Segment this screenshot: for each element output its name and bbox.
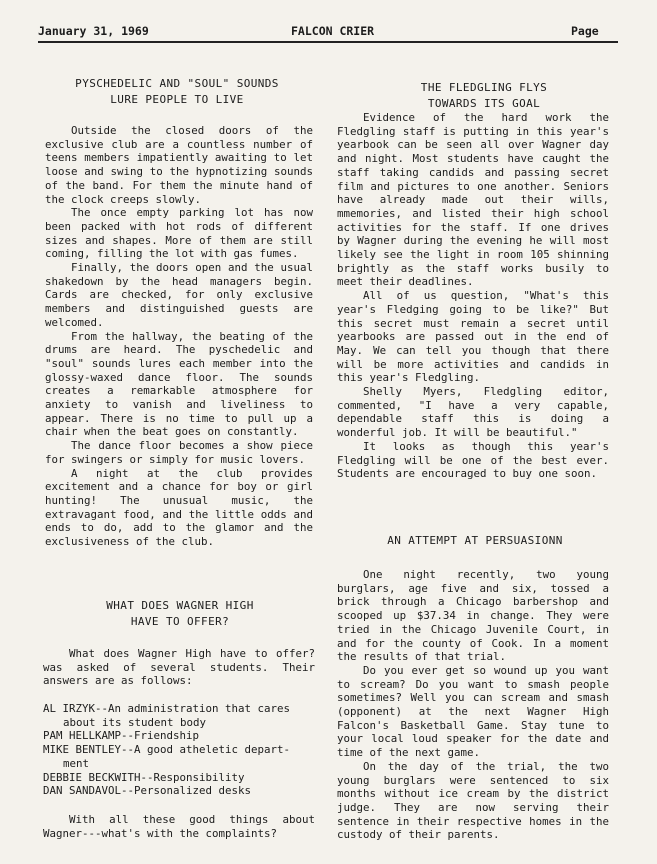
wagner-responses bbox=[43, 702, 318, 798]
student-answer: Personalized desks bbox=[134, 784, 252, 798]
student-answer: An administration that cares bbox=[108, 702, 291, 715]
header-rule bbox=[38, 41, 618, 43]
student-name: AL IRZYK bbox=[43, 702, 96, 715]
paragraph: Evidence of the hard work the Fledgling staff is putting in this year's yearbook can be seen all over Wagner day and night. Most students have caught the staff taking candids and passing secret film and pictures to one another. Seniors have already made out their wills, mmemories, and listed their high school activities for the staff. If one drives by Wagner during the evening he will most likely see the light in room 105 shinning brightly as the staff works busily to meet their deadlines. bbox=[337, 111, 609, 289]
student-name: PAM HELLKAMP bbox=[43, 729, 122, 743]
paragraph: Do you ever get so wound up you want to scream? Do you want to smash people sometimes? Well you can scream and smash (opponent) at the next Wagner High Falcon's Basketball Game. Stay tune to your local loud speaker for the date and time of the next game. bbox=[337, 663, 609, 760]
response-item: MIKE BENTLEY--A good atheletic depart- bbox=[43, 743, 291, 757]
psychedelic-body bbox=[45, 124, 313, 549]
response-continuation: ment bbox=[63, 756, 90, 770]
issue-date: January 31, 1969 bbox=[38, 24, 149, 38]
paragraph: A night at the club provides excitement and a chance for boy or girl hunting! The unusual music, the extravagant food, and the little odds and ends to do, add to the glamor and the exclusiveness of the club. bbox=[45, 466, 313, 549]
paragraph: With all these good things about Wagner---what's with the complaints? bbox=[43, 813, 315, 840]
fledgling-title: THE FLEDGLING FLYS TOWARDS ITS GOAL bbox=[420, 81, 548, 110]
student-name: DEBBIE BECKWITH bbox=[43, 770, 141, 784]
student-answer: Responsibility bbox=[153, 770, 245, 784]
response-item: DAN SANDAVOL--Personalized desks bbox=[43, 784, 252, 798]
student-answer: Friendship bbox=[134, 729, 200, 743]
paragraph: On the day of the trial, the two young burglars were sentenced to six months without ice cream by the district judge. They are now serving their sentence in their respective homes in the custody of their parents. bbox=[337, 759, 609, 842]
persuasion-title: AN ATTEMPT AT PERSUASIONN bbox=[387, 534, 563, 547]
student-name: DAN SANDAVOL bbox=[43, 784, 122, 798]
page-label: Page bbox=[571, 24, 599, 38]
paragraph: The dance floor becomes a show piece for swingers or simply for music lovers. bbox=[45, 439, 313, 466]
response-item: PAM HELLKAMP--Friendship bbox=[43, 729, 200, 743]
response-item: AL IRZYK--An administration that cares bbox=[43, 702, 291, 715]
paragraph: Shelly Myers, Fledgling editor, commented, "I have a very capable, dependable staff this is doing a wonderful job. It will be beautiful." bbox=[337, 385, 609, 440]
paragraph: The once empty parking lot has now been packed with hot rods of different sizes and shapes. More of them are still coming, filling the lot with gas fumes. bbox=[45, 206, 313, 261]
paragraph: From the hallway, the beating of the drums are heard. The pyschedelic and "soul" sounds lures each member into the glossy-waxed dance floor. The sounds creates a remarkable atmosphere for anxiety to vanish and liveliness to appear. There is no time to pull up a chair when the beat goes on constantly. bbox=[45, 329, 313, 439]
response-item: DEBBIE BECKWITH--Responsibility bbox=[43, 770, 245, 784]
fledgling-body bbox=[337, 111, 609, 481]
student-answer: A good atheletic depart- bbox=[134, 743, 291, 757]
response-continuation: about its student body bbox=[63, 715, 207, 729]
student-name: MIKE BENTLEY bbox=[43, 743, 122, 757]
wagner-closing bbox=[43, 813, 315, 840]
wagner-intro bbox=[43, 647, 315, 688]
paragraph: Finally, the doors open and the usual shakedown by the head managers begin. Cards are checked, for only exclusive members and distinguished guests are welcomed. bbox=[45, 261, 313, 329]
persuasion-body bbox=[337, 568, 609, 842]
paragraph: What does Wagner High have to offer? was asked of several students. Their answers are as follows: bbox=[43, 647, 315, 688]
paper-name: FALCON CRIER bbox=[291, 24, 375, 38]
paragraph: It looks as though this year's Fledgling will be one of the best ever. Students are encouraged to buy one soon. bbox=[337, 439, 609, 481]
page-header bbox=[38, 24, 618, 40]
paragraph: One night recently, two young burglars, age five and six, tossed a brick through a Chicago barbershop and scooped up $37.34 in change. They were tried in the Chicago Juvenile Court, in and for the county of Cook. In a moment the results of that trial. bbox=[337, 568, 609, 664]
paragraph: All of us question, "What's this year's Fledging going to be like?" But this secret must remain a secret until yearbooks are passed out in the end of May. We can tell you though that there will be more activities and candids in this year's Fledgling. bbox=[337, 289, 609, 385]
paragraph: Outside the closed doors of the exclusive club are a countless number of teens members impatiently awaiting to let loose and swing to the hypnotizing sounds of the band. For them the minute hand of the clock creeps slowly. bbox=[45, 124, 313, 206]
psychedelic-title: PYSCHEDELIC AND "SOUL" SOUNDS LURE PEOPLE TO LIVE bbox=[75, 77, 279, 106]
wagner-title: WHAT DOES WAGNER HIGH HAVE TO OFFER? bbox=[106, 599, 254, 628]
